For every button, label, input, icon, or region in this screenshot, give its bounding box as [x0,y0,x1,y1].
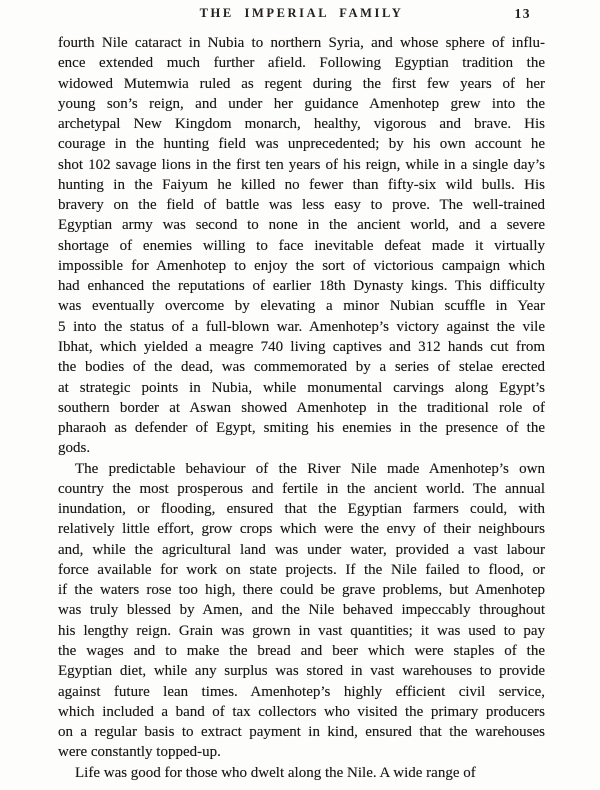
paragraph [58,763,545,783]
text-line: pharaoh as defender of Egypt, smiting his enemies in the presence of the [58,420,545,437]
text-line: The predictable behaviour of the River Nile made Amenhotep’s own [75,460,545,477]
text-line: Egyptian diet, while any surplus was stored in vast warehouses to provide [58,663,545,680]
text-line: were constantly topped-up. [58,744,221,761]
text-line: if the waters rose too high, there could be grave problems, but Amenhotep [58,582,545,599]
text-line: young son’s reign, and under her guidance Amenhotep grew into the [58,95,545,112]
text-line: inundation, or flooding, ensured that the Egyptian farmers could, with [58,501,545,518]
text-line: force available for work on state projects. If the Nile failed to flood, or [58,561,545,578]
text-line: impossible for Amenhotep to enjoy the sort of victorious campaign which [58,257,545,274]
text-line: the wages and to make the bread and beer which were staples of the [58,642,545,659]
paragraph [58,459,545,763]
text-line: was truly blessed by Amen, and the Nile behaved impeccably throughout [58,602,545,619]
text-line: had enhanced the reputations of earlier 18th Dynasty kings. This difficulty [58,278,545,295]
text-line: on a regular basis to extract payment in kind, ensured that the warehouses [58,724,545,741]
text-line: fourth Nile cataract in Nubia to northern Syria, and whose sphere of influ- [58,35,545,51]
text-line: at strategic points in Nubia, while monumental carvings along Egypt’s [58,379,545,396]
text-line: the bodies of the dead, was commemorated by a series of stelae erected [58,359,545,376]
page-number: 13 [514,6,531,21]
text-line: Ibhat, which yielded a meagre 740 living captives and 312 hands cut from [58,338,545,355]
text-line: was eventually overcome by elevating a minor Nubian scuffle in Year [58,298,545,315]
text-line: country the most prosperous and fertile in the ancient world. The annual [58,480,545,497]
text-line: shot 102 savage lions in the first ten years of his reign, while in a single day’s [58,156,545,173]
paragraph [58,33,545,459]
text-line: his lengthy reign. Grain was grown in vast quantities; it was used to pay [58,622,545,639]
text-line: and, while the agricultural land was under water, provided a vast labour [58,541,545,558]
text-line: southern border at Aswan showed Amenhotep in the traditional role of [58,399,545,416]
text-line: courage in the hunting field was unprecedented; by his own account he [58,136,545,153]
text-line: ence extended much further afield. Following Egyptian tradition the [58,55,545,72]
body-text [58,33,545,783]
text-line: against future lean times. Amenhotep’s highly efficient civil service, [58,683,545,700]
running-header [58,6,545,24]
text-line: shortage of enemies willing to face inevitable defeat made it virtually [58,237,545,254]
text-line: relatively little effort, grow crops which were the envy of their neighbours [58,521,545,538]
text-line: hunting in the Faiyum he killed no fewer than fifty-six wild bulls. His [58,176,545,193]
text-line: widowed Mutemwia ruled as regent during the first few years of her [58,75,545,92]
text-line: 5 into the status of a full-blown war. Amenhotep’s victory against the vile [58,318,545,335]
text-line: archetypal New Kingdom monarch, healthy, vigorous and brave. His [58,116,545,133]
text-line: Egyptian army was second to none in the ancient world, and a severe [58,217,545,234]
text-line: Life was good for those who dwelt along the Nile. A wide range of [75,764,476,781]
chapter-title: THE IMPERIAL FAMILY [199,6,404,20]
text-line: which included a band of tax collectors who visited the primary producers [58,703,545,720]
text-line: gods. [58,440,91,457]
text-line: bravery on the field of battle was less easy to prove. The well-trained [58,197,545,214]
